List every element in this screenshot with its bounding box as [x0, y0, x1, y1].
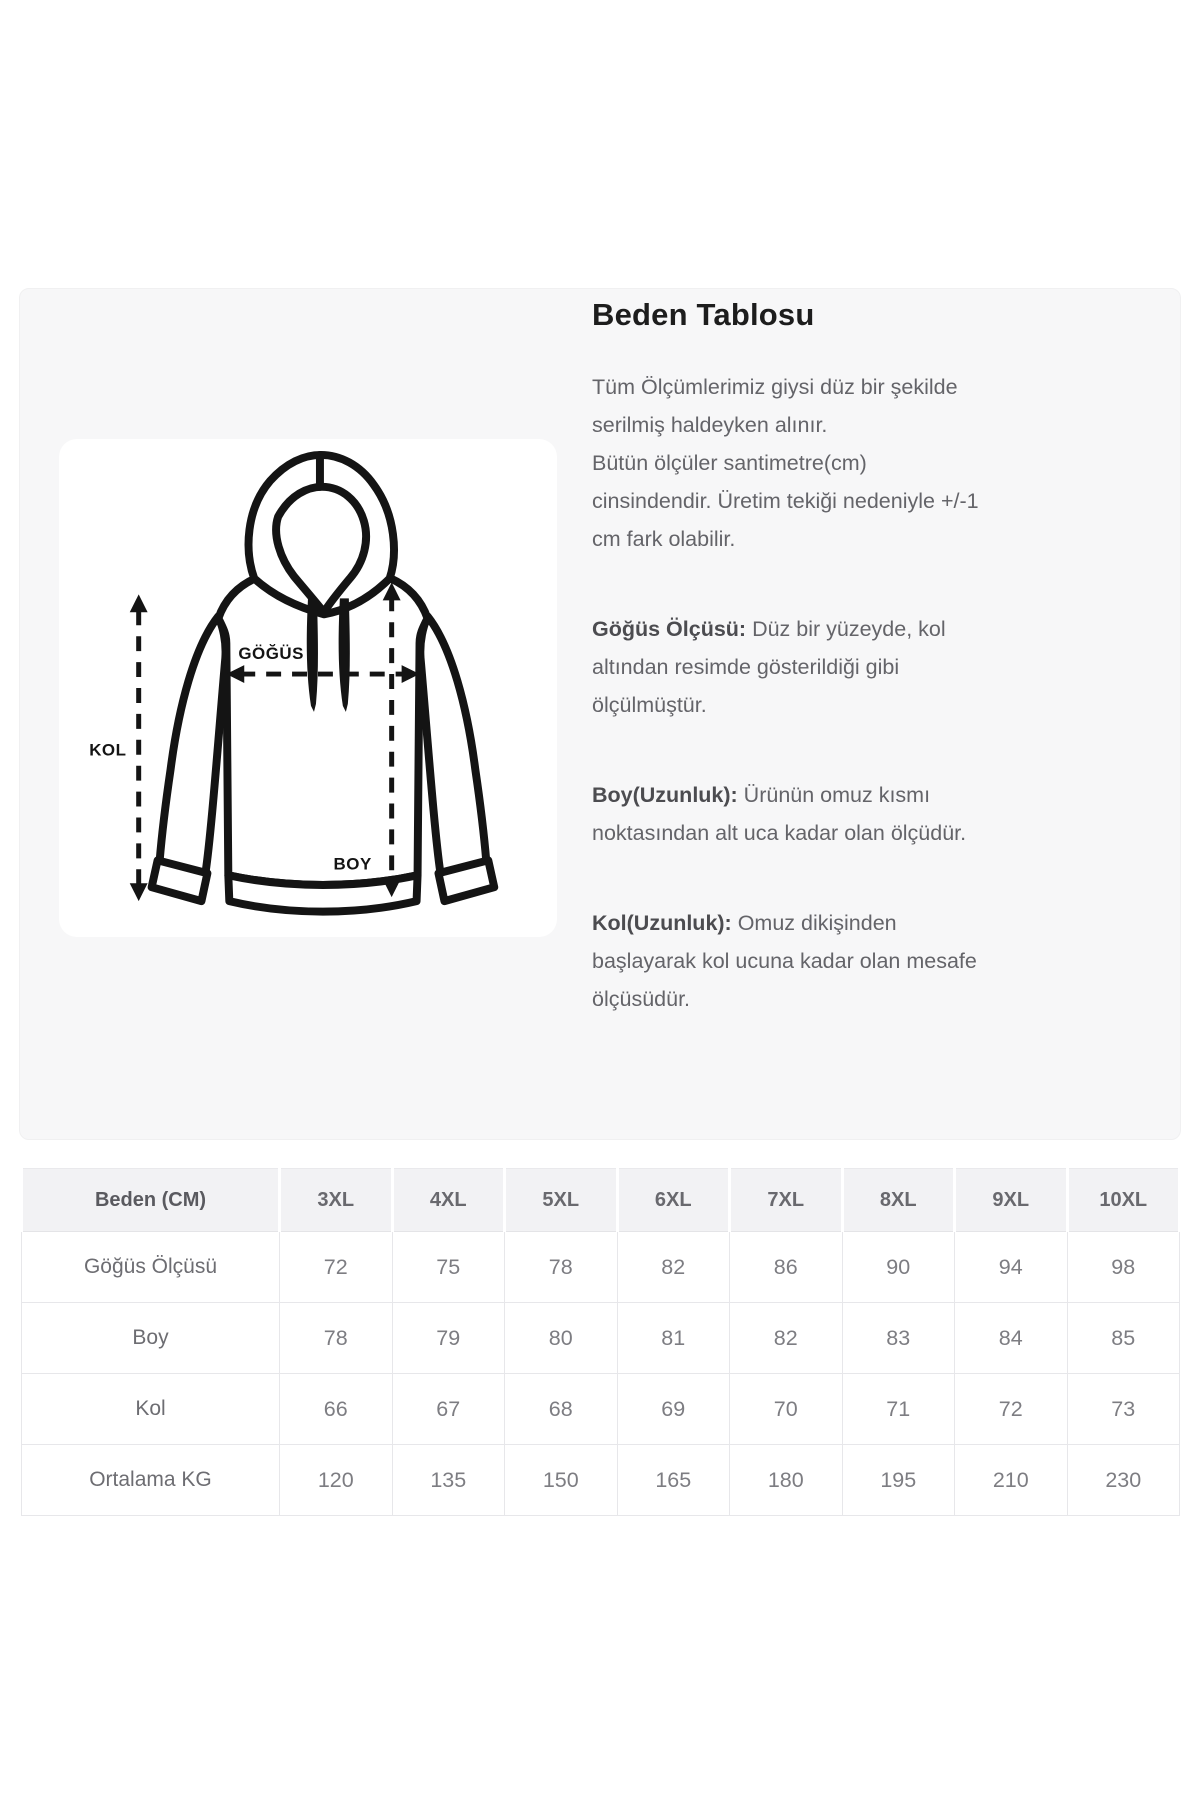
chest-section-line: Düz bir yüzeyde, kol: [746, 617, 946, 641]
chest-section-line: ölçülmüştür.: [592, 693, 707, 717]
chest-label: GÖĞÜS: [238, 644, 304, 664]
intro-line: serilmiş haldeyken alınır.: [592, 413, 828, 437]
cell: 180: [730, 1445, 843, 1516]
cell: 82: [730, 1303, 843, 1374]
cell: 84: [955, 1303, 1068, 1374]
chest-section-label: Göğüs Ölçüsü:: [592, 617, 747, 641]
cell: 85: [1067, 1303, 1180, 1374]
arm-section-line: Omuz dikişinden: [731, 911, 897, 935]
length-section-line: noktasından alt uca kadar olan ölçüdür.: [592, 821, 967, 845]
table-row: [22, 1303, 1180, 1374]
cell: 135: [392, 1445, 505, 1516]
intro-line: Bütün ölçüler santimetre(cm): [592, 451, 867, 475]
arm-section-line: ölçüsüdür.: [592, 987, 691, 1011]
cell: 71: [842, 1374, 955, 1445]
header-5xl: 5XL: [505, 1169, 618, 1232]
cell: 195: [842, 1445, 955, 1516]
cell: 70: [730, 1374, 843, 1445]
cell: 72: [280, 1232, 393, 1303]
cell: 72: [955, 1374, 1068, 1445]
cell: 81: [617, 1303, 730, 1374]
intro-paragraph: [592, 368, 1092, 558]
cell: 67: [392, 1374, 505, 1445]
table-header-row: [22, 1169, 1180, 1232]
cell: 75: [392, 1232, 505, 1303]
size-guide-text: [592, 295, 1092, 1018]
table-row: [22, 1445, 1180, 1516]
intro-line: cm fark olabilir.: [592, 527, 736, 551]
hoodie-left-sleeve: [160, 616, 226, 873]
size-table: [20, 1168, 1181, 1516]
cell: 73: [1067, 1374, 1180, 1445]
arm-label: KOL: [89, 740, 127, 760]
row-label-arm: Kol: [22, 1374, 280, 1445]
page-title: Beden Tablosu: [592, 297, 815, 332]
hoodie-diagram-card: [59, 439, 557, 937]
intro-line: cinsindendir. Üretim tekiği nedeniyle +/-1: [592, 489, 979, 513]
cell: 78: [280, 1303, 393, 1374]
row-label-weight: Ortalama KG: [22, 1445, 280, 1516]
cell: 98: [1067, 1232, 1180, 1303]
length-section: [592, 776, 1092, 852]
cell: 78: [505, 1232, 618, 1303]
length-label: BOY: [333, 854, 372, 874]
cell: 66: [280, 1374, 393, 1445]
arm-arrow-down-icon: [130, 883, 148, 901]
cell: 83: [842, 1303, 955, 1374]
cell: 86: [730, 1232, 843, 1303]
header-8xl: 8XL: [842, 1169, 955, 1232]
header-3xl: 3XL: [280, 1169, 393, 1232]
hoodie-measurement-diagram: [59, 439, 557, 937]
chest-section: [592, 610, 1092, 724]
header-4xl: 4XL: [392, 1169, 505, 1232]
header-beden-cm: Beden (CM): [22, 1169, 280, 1232]
cell: 69: [617, 1374, 730, 1445]
row-label-chest: Göğüs Ölçüsü: [22, 1232, 280, 1303]
row-label-length: Boy: [22, 1303, 280, 1374]
cell: 94: [955, 1232, 1068, 1303]
arm-section-line: başlayarak kol ucuna kadar olan mesafe: [592, 949, 977, 973]
table-row: [22, 1232, 1180, 1303]
hoodie-body: [218, 578, 427, 885]
header-6xl: 6XL: [617, 1169, 730, 1232]
cell: 68: [505, 1374, 618, 1445]
cell: 82: [617, 1232, 730, 1303]
header-10xl: 10XL: [1067, 1169, 1180, 1232]
cell: 150: [505, 1445, 618, 1516]
table-row: [22, 1374, 1180, 1445]
arm-arrow-up-icon: [130, 594, 148, 612]
header-7xl: 7XL: [730, 1169, 843, 1232]
length-section-label: Boy(Uzunluk):: [592, 783, 738, 807]
chest-section-line: altından resimde gösterildiği gibi: [592, 655, 900, 679]
hoodie-right-sleeve: [420, 616, 486, 873]
cell: 165: [617, 1445, 730, 1516]
header-9xl: 9XL: [955, 1169, 1068, 1232]
cell: 230: [1067, 1445, 1180, 1516]
size-guide-panel: [19, 288, 1181, 1140]
cell: 90: [842, 1232, 955, 1303]
cell: 79: [392, 1303, 505, 1374]
arm-section: [592, 904, 1092, 1018]
arm-section-label: Kol(Uzunluk):: [592, 911, 732, 935]
cell: 210: [955, 1445, 1068, 1516]
cell: 80: [505, 1303, 618, 1374]
cell: 120: [280, 1445, 393, 1516]
intro-line: Tüm Ölçümlerimiz giysi düz bir şekilde: [592, 375, 958, 399]
length-section-line: Ürünün omuz kısmı: [737, 783, 931, 807]
